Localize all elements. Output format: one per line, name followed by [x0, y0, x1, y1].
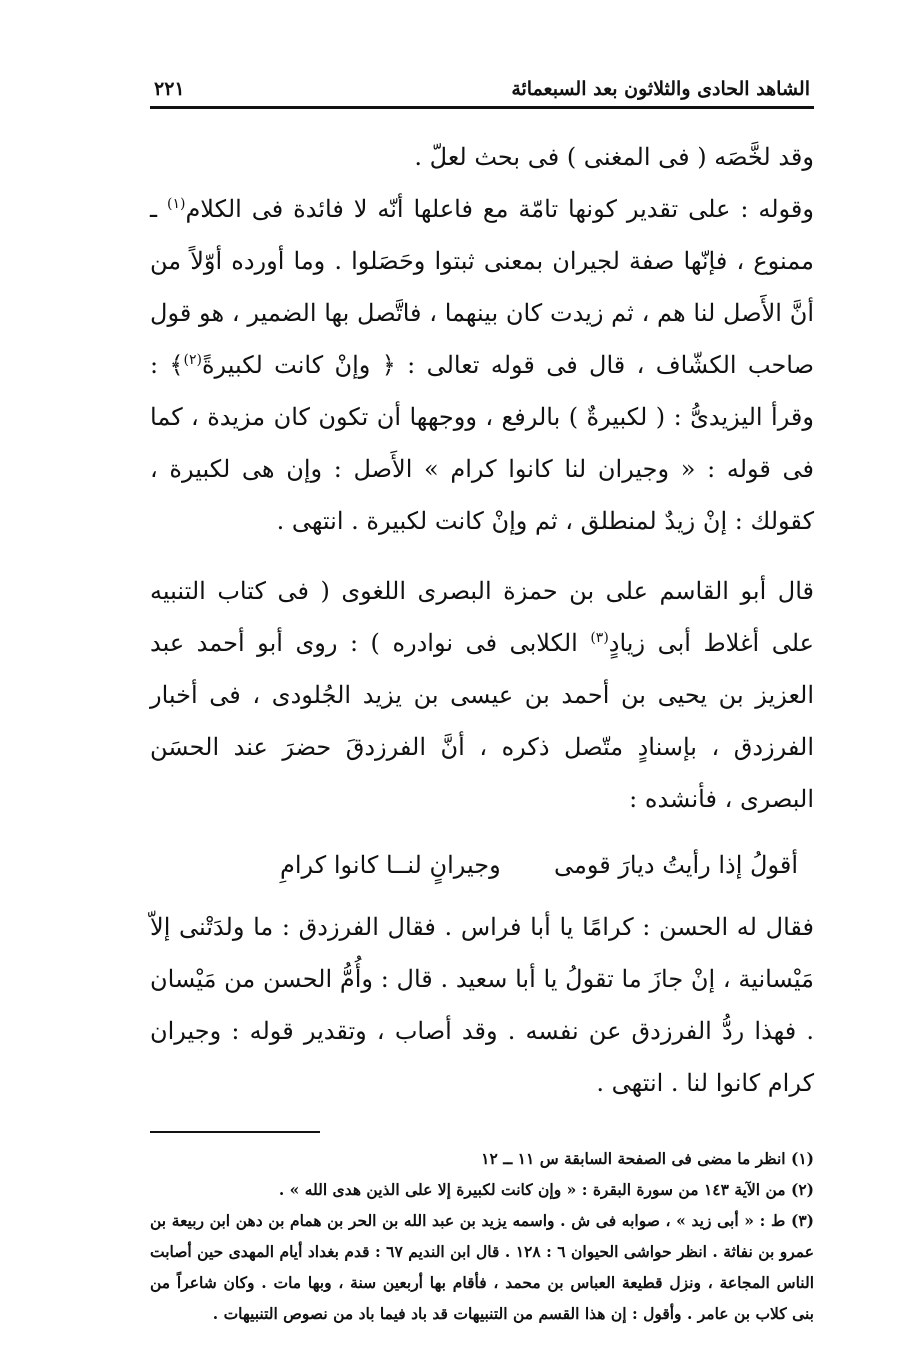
paragraph-3-part-b: الكلابى فى نوادره ) : روى أبو أحمد عبد العزيز بن يحيى بن أحمد بن عيسى بن يزيد الجُلودى ، فى أخبار الفرزدق ، بإسنادٍ متّصل ذكره ، أنَّ الفرزدقَ حضرَ عند الحسَن البصرى ، فأنشده :	[150, 629, 814, 813]
verse-first-hemistich: أقولُ إذا رأيتُ ديارَ قومى	[553, 851, 798, 879]
main-text	[150, 131, 814, 825]
footnote-3: (٣) ط : « أبى زيد » ، صوابه فى ش . واسمه يزيد بن عبد الله بن الحر بن همام بن دهن ابن ربيعة بن عمرو بن نفاثة . انظر حواشى الحيوان ٦ : ١٢٨ . قال ابن النديم ٦٧ : قدم بغداد أيام المهدى حين أصابت الناس المجاعة ، ونزل قطيعة العباس بن محمد ، فأقام بها أربعين سنة ، وبها مات . وكان شاعراً من بنى كلاب بن عامر . وأقول : إن هذا القسم من التنبيهات قد باد فيما باد من نصوص التنبيهات .	[150, 1211, 814, 1323]
paragraph-1: وقد لخَّصَه ( فى المغنى ) فى بحث لعلّ .	[414, 143, 814, 171]
footnote-ref-2: (٢)	[183, 352, 202, 368]
verse-second-hemistich: وجيرانٍ لنــا كانوا كرامِ	[280, 851, 501, 879]
paragraph-2	[150, 183, 814, 547]
main-text-continued	[150, 901, 814, 1109]
paragraph-3-part-a: قال أبو القاسم على بن حمزة البصرى اللغوى ( فى كتاب التنبيه على أغلاط أبى زيادٍ	[150, 577, 814, 657]
paragraph-4: فقال له الحسن : كرامًا يا أبا فراس . فقال الفرزدق : ما ولدَتْنى إلاّ مَيْسانية ، إنْ جازَ ما تقولُ يا أبا سعيد . قال : وأُمُّ الحسن من مَيْسان . فهذا ردُّ الفرزدق عن نفسه . وقد أصاب ، وتقدير قوله : وجيران كرام كانوا لنا . انتهى .	[150, 913, 814, 1097]
paragraph-2-part-b: ـ ممنوع ، فإنّها صفة لجيران بمعنى ثبتوا وحَصَلوا . وما أورده أوّلاً من أنَّ الأَصل لنا هم ، ثم زيدت كان بينهما ، فاتَّصل بها الضمير ، هو قول صاحب الكشّاف ، قال فى قوله تعالى : ﴿ وإنْ كانت لكبيرةً	[150, 195, 814, 379]
running-title: الشاهد الحادى والثلاثون بعد السبعمائة	[511, 78, 810, 100]
page-number: ٢٢١	[154, 78, 185, 100]
footnote-1: (١) انظر ما مضى فى الصفحة السابقة س ١١ ــ ١٢	[481, 1149, 814, 1168]
footnote-2: (٢) من الآية ١٤٣ من سورة البقرة : « وإن كانت لكبيرة إلا على الذين هدى الله » .	[278, 1180, 814, 1199]
footnotes	[150, 1143, 814, 1329]
footnote-ref-3: (٣)	[590, 630, 609, 646]
paragraph-3	[150, 565, 814, 825]
page-header	[150, 78, 814, 109]
paragraph-2-part-a: وقوله : على تقدير كونها تامّة مع فاعلها أنّه لا فائدة فى الكلام	[185, 195, 814, 223]
paragraph-2-part-c: ﴾ : وقرأ اليزيدىُّ : ( لكبيرةٌ ) بالرفع ، ووجهها أن تكون كان مزيدة ، كما فى قوله : « وجيران لنا كانوا كرام » الأَصل : وإن هى لكبيرة ، كقولك : إنْ زيدٌ لمنطلق ، ثم وإنْ كانت لكبيرة . انتهى .	[150, 351, 814, 535]
footnote-divider	[150, 1131, 320, 1133]
poetry-verse	[150, 825, 814, 901]
footnote-ref-1: (١)	[166, 196, 186, 212]
